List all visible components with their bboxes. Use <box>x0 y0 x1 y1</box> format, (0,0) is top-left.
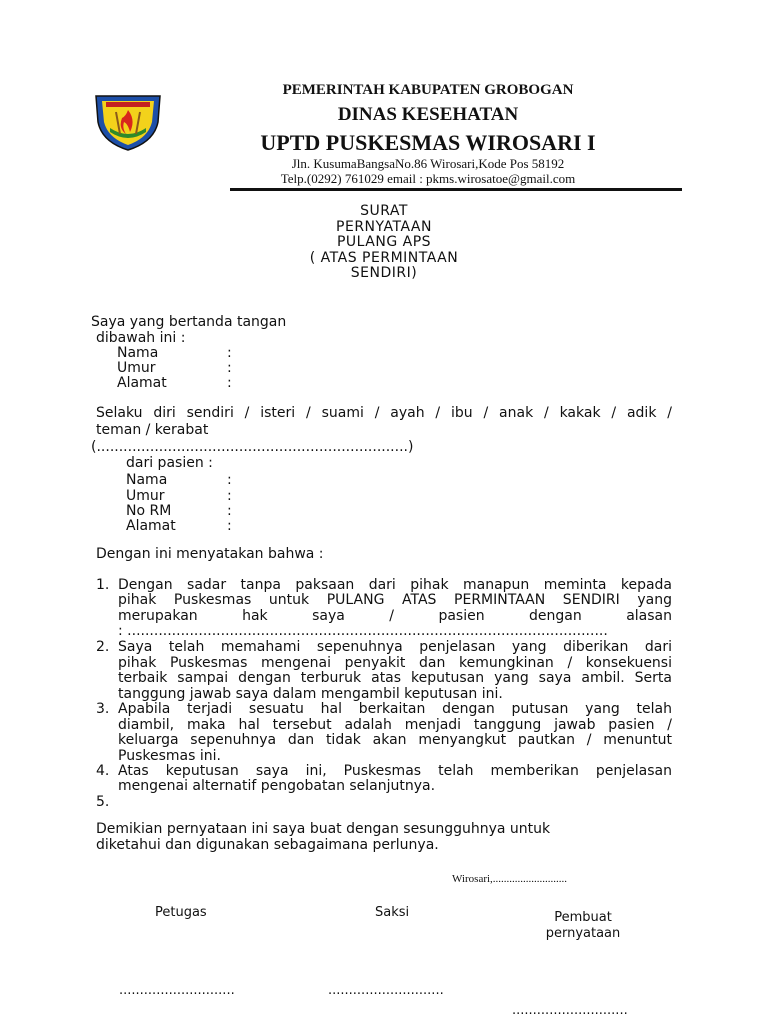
signature-label-officer: Petugas <box>155 905 207 920</box>
item-line: keluarga sepenuhnya dan tidak akan menyangkut pautkan / menuntut <box>118 732 672 748</box>
document-title <box>280 204 488 282</box>
signature-line-officer: ............................ <box>119 983 235 998</box>
item-line: : ............................................................................................................ <box>118 623 608 639</box>
title-line: ( ATAS PERMINTAAN <box>309 249 459 266</box>
item-line: terbaik sampai dengan terburuk atas keputusan yang saya ambil. Serta <box>118 670 672 686</box>
item-number: 1. <box>96 577 110 593</box>
header-government: PEMERINTAH KABUPATEN GROBOGAN <box>282 82 574 98</box>
closing-statement: Demikian pernyataan ini saya buat dengan sesungguhnya untuk <box>96 821 551 837</box>
item-line: Dengan sadar tanpa paksaan dari pihak manapun meminta kepada <box>118 577 672 593</box>
item-line: diambil, maka hal tersebut adalah menjadi tanggung jawab pasien / <box>118 717 672 733</box>
header-contact: Telp.(0292) 761029 email : pkms.wirosatoe@gmail.com <box>280 171 576 186</box>
item-number: 4. <box>96 763 110 779</box>
patient-rm-colon: : <box>227 503 232 519</box>
item-line: mengenai alternatif pengobatan selanjutnya. <box>118 778 436 794</box>
patient-address-label: Alamat <box>126 518 176 534</box>
title-line: PERNYATAAN <box>336 218 432 235</box>
header-institution: UPTD PUSKESMAS WIROSARI I <box>260 130 596 155</box>
signature-label-declarant-cont: pernyataan <box>545 926 621 941</box>
signer-intro-cont: dibawah ini : <box>96 330 186 346</box>
signer-address-colon: : <box>227 375 232 391</box>
title-line: PULANG APS <box>336 234 432 250</box>
letterhead-divider <box>230 188 682 191</box>
statement-intro: Dengan ini menyatakan bahwa : <box>96 546 324 562</box>
header-address: Jln. KusumaBangsaNo.86 Wirosari,Kode Pos 58192 <box>291 156 565 171</box>
patient-age-label: Umur <box>126 488 165 504</box>
item-line: tanggung jawab saya dalam mengambil keputusan ini. <box>118 686 503 702</box>
closing-statement-cont: diketahui dan digunakan sebagaimana perlunya. <box>96 837 439 853</box>
patient-rm-label: No RM <box>126 503 172 519</box>
header-department: DINAS KESEHATAN <box>337 104 519 125</box>
signer-address-label: Alamat <box>117 375 167 391</box>
signer-intro: Saya yang bertanda tangan <box>91 314 287 330</box>
signature-line-declarant: ............................ <box>512 1003 628 1018</box>
title-line: SENDIRI) <box>350 265 418 281</box>
item-number: 3. <box>96 701 110 717</box>
patient-intro: dari pasien : <box>126 455 213 471</box>
patient-name-colon: : <box>227 472 232 488</box>
signature-label-declarant: Pembuat <box>554 910 612 925</box>
signer-name-colon: : <box>227 345 232 361</box>
signature-line-witness: ............................ <box>328 983 444 998</box>
item-line: pihak Puskesmas untuk PULANG ATAS PERMINTAAN SENDIRI yang <box>118 592 672 608</box>
item-line: Saya telah memahami sepenuhnya penjelasan yang diberikan dari <box>118 639 672 655</box>
signer-age-colon: : <box>227 360 232 376</box>
relation-fill-blank: (......................................................................) <box>91 439 414 455</box>
item-line: Apabila terjadi sesuatu hal berkaitan dengan putusan yang telah <box>118 701 672 717</box>
item-number: 2. <box>96 639 110 655</box>
item-line: Puskesmas ini. <box>118 748 221 764</box>
item-number: 5. <box>96 794 110 810</box>
signer-age-label: Umur <box>117 360 156 376</box>
item-line: Atas keputusan saya ini, Puskesmas telah memberikan penjelasan <box>118 763 672 779</box>
item-line: merupakan hak saya / pasien dengan alasan <box>118 608 672 624</box>
relation-options-cont: teman / kerabat <box>96 422 209 438</box>
patient-age-colon: : <box>227 488 232 504</box>
place-date: Wirosari,........................... <box>452 873 568 885</box>
patient-address-colon: : <box>227 518 232 534</box>
title-line: SURAT <box>360 203 408 219</box>
patient-name-label: Nama <box>126 472 168 488</box>
relation-options: Selaku diri sendiri / isteri / suami / ayah / ibu / anak / kakak / adik / <box>96 405 672 421</box>
item-line: pihak Puskesmas mengenai penyakit dan kemungkinan / konsekuensi <box>118 655 672 671</box>
signer-name-label: Nama <box>117 345 159 361</box>
signature-label-witness: Saksi <box>375 905 410 920</box>
